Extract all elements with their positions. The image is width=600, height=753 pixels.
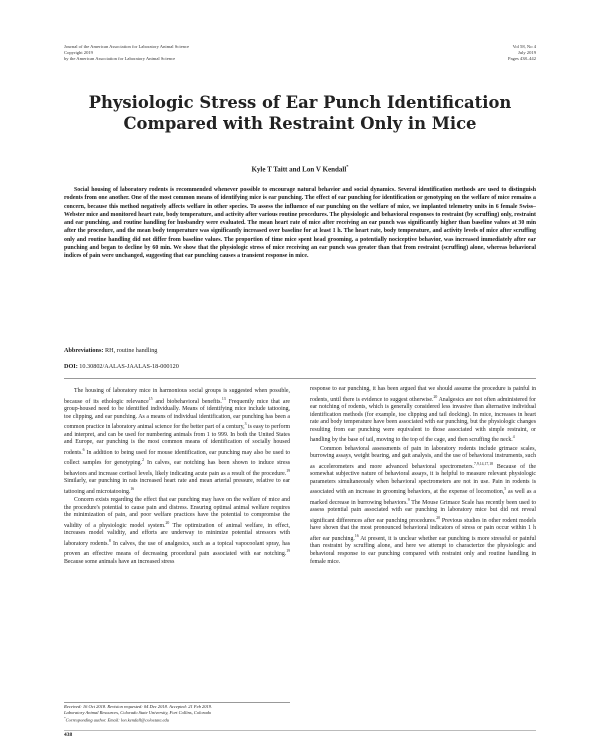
citation-ref: 13	[221, 396, 226, 401]
corresponding-mark: *	[64, 715, 66, 720]
text-run: Because of the somewhat subjective nature of behavioral assays, it is helpful to measure relevant physiologic parameters simultaneously when behavioral spectrometers are not in use. Pain in rodents is associated with an increase in grooming behaviors, at the expense of locomotion,	[310, 463, 536, 496]
citation-ref: 9	[407, 497, 410, 502]
citation-ref: 16	[130, 486, 135, 491]
volume-issue: Vol 58, No 4	[512, 44, 536, 49]
text-run: Analgesics are not often administered for ear notching of rodents, which is generally considered less invasive than alternative individual identification methods (for example, toe clipping and tail docking). In mice, increases in heart rate and body temperature have been associated with ear punching, but the physiologic changes resulting from ear punching were equivalent to those associated with simple restraint, or handling by the base of tail, moving to the top of the cage, and then scruffing the neck.	[310, 396, 536, 444]
citation-ref: 8	[108, 538, 111, 543]
received-dates: Received: 16 Oct 2018. Revision requested: 04 Dec 2018. Accepted: 21 Feb 2019.	[64, 704, 213, 709]
abbreviations	[64, 347, 157, 354]
paragraph	[310, 446, 536, 566]
text-run: The optimization of animal welfare, in effect, increases model validity, and efforts are underway to minimize potential stressors with laboratory rodents.	[64, 522, 290, 547]
publisher-line: by the American Association for Laboratory Animal Science	[64, 56, 176, 62]
text-run: In addition to being used for mouse identification, ear punching may also be used to collect samples for genotyping.	[64, 449, 290, 467]
text-run: The Mouse Grimace Scale has recently been used to assess potential pain associated with ear punching in laboratory mice but did not reveal significant differences after ear punching procedures.	[310, 499, 536, 524]
abbreviations-text: RH, routine handling	[103, 347, 158, 354]
citation-ref: 20	[436, 515, 441, 520]
citation-ref: 2	[142, 458, 144, 463]
footnote-divider	[64, 702, 290, 703]
text-run: is easy to perform and interpret, and can be used for numbering animals from 1 to 999. In both the United States and Europe, ear punching is the most common means of identification of socially housed rodents.	[64, 424, 290, 456]
body-column-left	[64, 388, 290, 566]
citation-ref: 19	[286, 468, 290, 473]
citation-ref: 16	[354, 533, 359, 538]
citation-ref: 6	[82, 447, 85, 452]
page-footer-divider	[64, 730, 536, 731]
issue-date: July 2019	[518, 50, 536, 56]
paragraph	[310, 386, 536, 445]
citation-ref: 4	[512, 435, 515, 440]
article-title	[40, 92, 560, 134]
text-run: response to ear punching, it has been argued that we should assume the procedure is painful in rodents, until there is evidence to suggest otherwise.	[310, 386, 536, 403]
doi-label: DOI:	[64, 363, 78, 370]
paragraph	[64, 388, 290, 496]
text-run: and biobehavioral benefits.	[152, 398, 222, 405]
author-names: Kyle T Taitt and Lon V Kendall	[251, 165, 347, 174]
text-run: Common behavioral assessments of pain in laboratory rodents include grimace scales, burrowing assays, weight bearing, and gait analysis, and the use of behavioral instruments, such as accelerometers and more advanced behavioral spectrometers.	[310, 445, 536, 470]
page-range: Pages 438–442	[508, 56, 536, 62]
title-line-2: Compared with Restraint Only in Mice	[123, 114, 477, 133]
text-run: Similarly, ear punching in rats increased heart rate and mean arterial pressure, relative to ear tattooing and microtatooing.	[64, 478, 290, 495]
text-run: Frequently mice that are group-housed need to be identified individually. Means of identifying mice include tattooing, toe clipping, and ear punching. As a means of individual identification, ear punching has been a common practice in laboratory animal science for the better part of a century,	[64, 398, 290, 431]
abbreviations-label: Abbreviations:	[64, 347, 104, 354]
issue-info	[508, 44, 536, 63]
author-line	[0, 164, 600, 173]
title-line-1: Physiologic Stress of Ear Punch Identification	[88, 93, 512, 112]
corresponding-author	[64, 716, 290, 723]
citation-ref: 3	[244, 422, 247, 427]
abstract: Social housing of laboratory rodents is recommended whenever possible to encourage natural behavior and social dynamics. Several identification methods are used to distinguish rodents from one another. One of the most common means of identifying mice is ear punching. The effect of ear punching for identification or genotyping on the welfare of mice remains a concern, because this method negatively affects welfare in other species. To assess the influence of ear punching on the welfare of mice, we implanted telemetry units in 6 female Swiss–Webster mice and monitored heart rate, body temperature, and activity after various routine procedures. The physiologic and behavioral responses to restraint (by scruffing) only, restraint and ear punching, and routine handling for husbandry were evaluated. The mean heart rate of mice after receiving an ear punch was significantly higher than baseline values at 30 min after the procedure, and the mean body temperature was significantly increased over baseline for at least 1 h. The heart rate, body temperature, and activity levels of mice after scruffing only and routine handling did not differ from baseline values. The proportion of time mice spent head grooming, a potentially nociceptive behavior, was increased immediately after ear punching and began to decline by 60 min. We show that the physiologic stress of mice receiving an ear punch was greater than that from restraint (scruffing) alone, whereas behavioral indices of pain were unchanged, suggesting that ear punching causes a transient response in mice.	[64, 187, 536, 260]
text-run: Because some animals have an increased stress	[64, 558, 175, 565]
body-column-right	[310, 386, 536, 566]
citation-ref: 20	[433, 394, 438, 399]
text-run: The housing of laboratory mice in harmonious social groups is suggested when possible, because of its ethologic relevance	[64, 388, 290, 405]
corresponding-text: Corresponding author. Email: lon.kendall@colostate.edu	[65, 717, 170, 723]
citation-ref: 5	[504, 487, 507, 492]
affiliation: Laboratory Animal Resources, Colorado State University, Fort Collins, Colorado	[64, 709, 212, 715]
citation-ref: 15	[148, 396, 153, 401]
journal-header	[64, 44, 189, 63]
journal-name: Journal of the American Association for Laboratory Animal Science	[64, 44, 190, 49]
citation-ref: 7,9,14,17,18	[474, 461, 493, 466]
doi	[64, 363, 179, 370]
text-run: Concern exists regarding the effect that ear punching may have on the welfare of mice and the procedure's potential to cause pain and distress. Ensuring optimal animal welfare requires the minimization of pain, and poor welfare practices have the potential to compromise the validity of a physiologic model system.	[64, 497, 290, 529]
copyright-line: Copyright 2019	[64, 50, 93, 56]
paragraph	[64, 497, 290, 566]
text-run: Previous studies in other rodent models have shown that the most pronounced behavioral indicators of stress or pain occur within 1 h after ear punching.	[310, 517, 536, 542]
page-number: 438	[64, 732, 73, 738]
section-divider	[64, 378, 536, 379]
text-run: In calves, the use of analgesics, such as a topical vapocoolant spray, has proven an effective means of decreasing procedural pain associated with ear notching.	[64, 540, 291, 558]
footnote	[64, 704, 290, 723]
text-run: as well as a marked decrease in burrowing behaviors.	[310, 489, 536, 506]
citation-ref: 19	[286, 549, 290, 554]
corresponding-mark: *	[346, 164, 349, 169]
citation-ref: 20	[165, 520, 170, 525]
text-run: At present, it is unclear whether ear punching is more stressful or painful than restraint by scruffing alone, and here we attempt to characterize the physiologic and behavioral response to ear punching compared with restraint only and routine handling in female mice.	[310, 535, 536, 565]
text-run: In calves, ear notching has been shown to induce stress behaviors and increase cortisol levels, likely indicating acute pain as a result of the procedure.	[64, 460, 291, 477]
doi-text: 10.30802/AALAS-JAALAS-18-000120	[77, 363, 179, 370]
